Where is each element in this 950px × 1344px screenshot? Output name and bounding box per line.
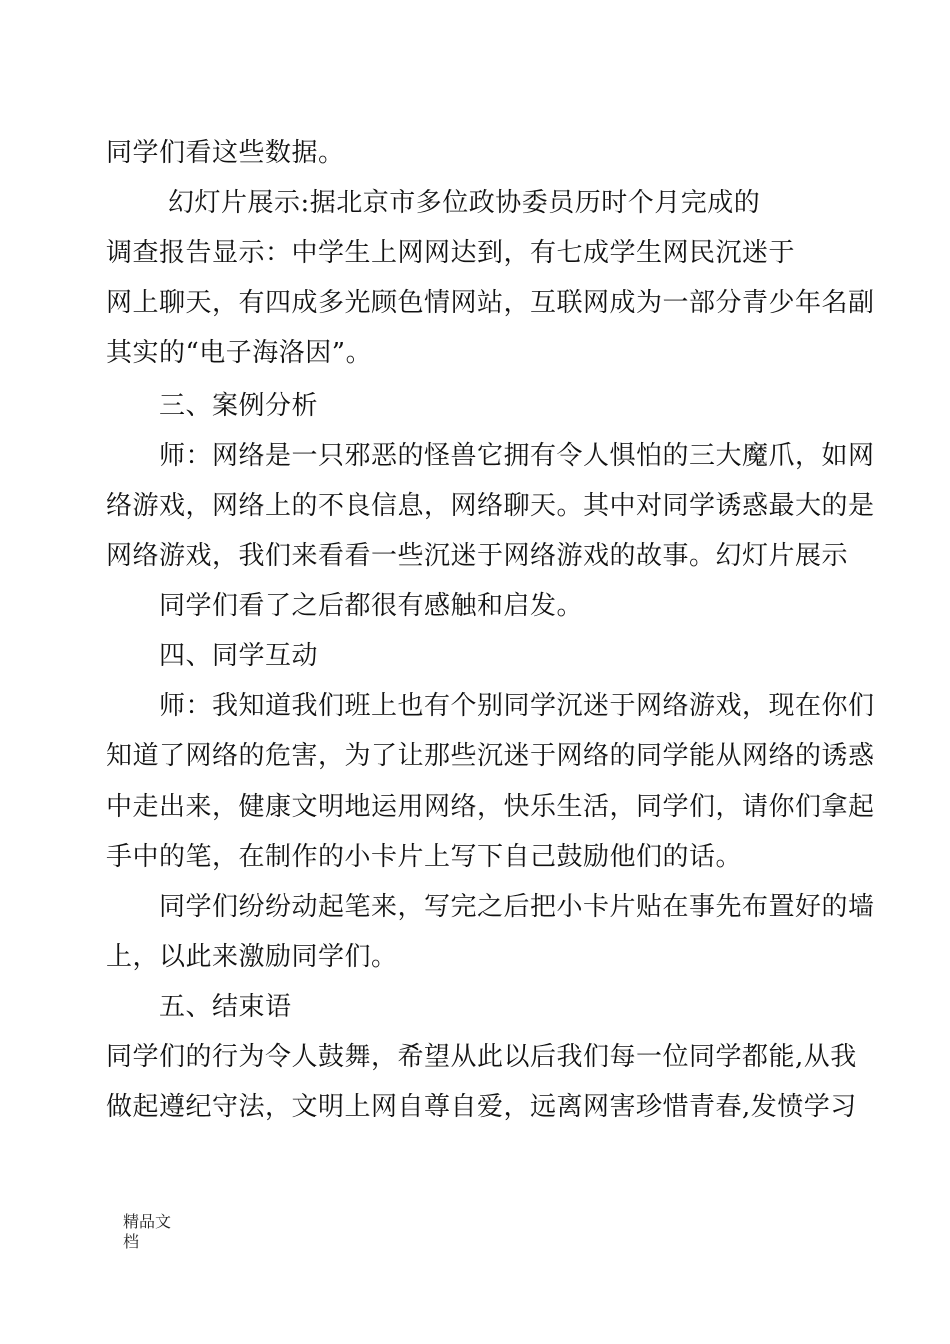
text-line-9: 网络游戏，我们来看看一些沉迷于网络游戏的故事。幻灯片展示	[106, 541, 849, 571]
text-line-15: 手中的笔，在制作的小卡片上写下自己鼓励他们的话。	[106, 842, 743, 872]
text-line-16: 同学们纷纷动起笔来，写完之后把小卡片贴在事先布置好的墙	[159, 892, 875, 922]
footer-line-1: 精品文	[123, 1212, 172, 1231]
text-line-4: 网上聊天，有四成多光顾色情网站，互联网成为一部分青少年名副	[106, 288, 875, 318]
section-heading-interaction: 四、同学互动	[159, 641, 319, 671]
text-line-3: 调查报告显示：中学生上网网达到，有七成学生网民沉迷于	[106, 238, 796, 268]
section-heading-case-analysis: 三、案例分析	[159, 391, 319, 421]
footer-label	[123, 1212, 183, 1252]
text-line-5: 其实的“电子海洛因”。	[106, 338, 373, 368]
text-line-7: 师：网络是一只邪恶的怪兽它拥有令人惧怕的三大魔爪，如网	[159, 441, 875, 471]
section-heading-conclusion: 五、结束语	[159, 992, 292, 1022]
text-line-17: 上，以此来激励同学们。	[106, 942, 398, 972]
text-line-19: 同学们的行为令人鼓舞，希望从此以后我们每一位同学都能,从我	[106, 1042, 857, 1072]
text-line-20: 做起遵纪守法，文明上网自尊自爱，远离网害珍惜青春,发愤学习	[106, 1092, 857, 1122]
text-line-10: 同学们看了之后都很有感触和启发。	[159, 591, 584, 621]
text-line-13: 知道了网络的危害，为了让那些沉迷于网络的同学能从网络的诱惑	[106, 741, 875, 771]
text-line-8: 络游戏，网络上的不良信息，网络聊天。其中对同学诱惑最大的是	[106, 491, 875, 521]
footer-line-2: 档	[123, 1232, 140, 1251]
text-line-12: 师：我知道我们班上也有个别同学沉迷于网络游戏，现在你们	[159, 691, 875, 721]
text-line-1: 同学们看这些数据。	[106, 138, 345, 168]
text-line-14: 中走出来，健康文明地运用网络，快乐生活，同学们，请你们拿起	[106, 792, 875, 822]
text-line-2: 幻灯片展示:据北京市多位政协委员历时个月完成的	[168, 188, 761, 218]
